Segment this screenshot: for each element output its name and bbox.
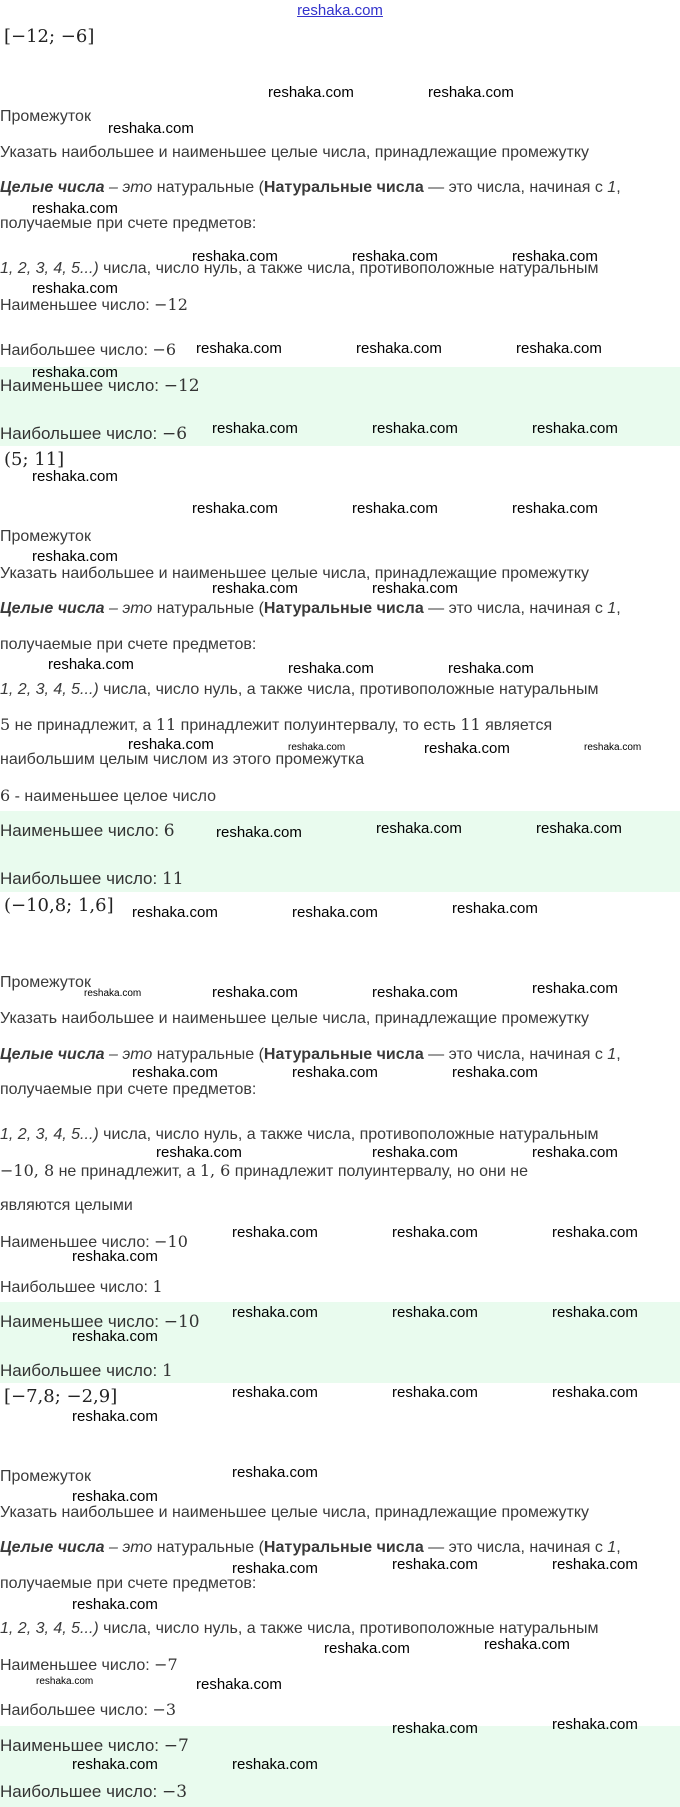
watermark: reshaka.com [352,248,438,265]
watermark: reshaka.com [448,660,534,677]
definition-line-3 [0,681,599,699]
min-value: −7 [163,1736,189,1756]
promezhutok-label: Промежуток [0,974,91,991]
watermark: reshaka.com [392,1384,478,1401]
min-label: Наименьшее число: [0,1657,155,1674]
definition-line-1 [0,179,621,197]
note-math: 5 [0,715,11,734]
max-line [0,340,176,360]
definition-line-2: получаемые при счете предметов: [0,1081,257,1098]
max-label: Наибольшее число: [0,1702,153,1719]
def-text: натуральные ( [152,600,264,617]
def-natural: Натуральные числа [263,1539,424,1556]
watermark: reshaka.com [232,1464,318,1481]
watermark: reshaka.com [268,84,354,101]
max-value: −6 [152,340,177,359]
watermark: reshaka.com [32,548,118,565]
watermark: reshaka.com [72,1488,158,1505]
note-line-3 [0,786,216,806]
min-label: Наименьшее число: [0,1234,155,1251]
def-text: натуральные ( [152,1539,264,1556]
watermark: reshaka.com [376,820,462,837]
def-text: — это числа, начиная с [423,1046,608,1063]
note-line-1 [0,715,552,735]
max-label: Наибольшее число: [0,1279,153,1296]
watermark: reshaka.com [552,1304,638,1321]
watermark: reshaka.com [232,1224,318,1241]
task-text: Указать наибольшее и наименьшее целые числа, принадлежащие промежутку [0,565,590,582]
watermark: reshaka.com [392,1304,478,1321]
definition-line-3 [0,1126,599,1144]
def-eto: – это [104,179,153,196]
note-text: является [480,717,553,734]
watermark: reshaka.com [72,1596,158,1613]
watermark: reshaka.com [72,1408,158,1425]
watermark: reshaka.com [72,1756,158,1773]
watermark: reshaka.com [32,200,118,217]
watermark: reshaka.com [532,420,618,437]
promezhutok-label: Промежуток [0,528,91,545]
watermark: reshaka.com [552,1716,638,1733]
note-math: 11 [460,715,481,734]
max-label: Наибольшее число: [0,1361,162,1380]
min-label: Наименьшее число: [0,1312,164,1331]
watermark: reshaka.com [356,340,442,357]
def-text: , [616,600,621,617]
watermark: reshaka.com [232,1560,318,1577]
min-label: Наименьшее число: [0,376,164,395]
max-value: −3 [152,1700,177,1719]
max-line [0,1277,163,1297]
def-natural: Натуральные числа [263,179,424,196]
def-numbers: 1, 2, 3, 4, 5...) [0,1126,99,1143]
interval-4: [−7,8; −2,9] [4,1386,118,1407]
min-value: 6 [163,821,175,841]
def-text: , [616,1539,621,1556]
watermark: reshaka.com [84,988,142,999]
watermark: reshaka.com [216,824,302,841]
answer-max [0,1361,173,1381]
min-value: −12 [154,295,188,314]
max-value: 1 [161,1361,173,1381]
def-natural: Натуральные числа [263,600,424,617]
watermark: reshaka.com [212,984,298,1001]
min-value: −7 [154,1655,178,1674]
watermark: reshaka.com [232,1384,318,1401]
max-value: 1 [152,1277,163,1296]
task-text: Указать наибольшее и наименьшее целые числа, принадлежащие промежутку [0,144,590,161]
watermark: reshaka.com [372,984,458,1001]
watermark: reshaka.com [532,1144,618,1161]
def-term: Целые числа [0,600,105,617]
watermark: reshaka.com [36,1676,94,1687]
note-math: −10, 8 [0,1161,55,1180]
watermark: reshaka.com [32,280,118,297]
watermark: reshaka.com [292,904,378,921]
watermark: reshaka.com [452,900,538,917]
def-term: Целые числа [0,1539,105,1556]
note-math: 6 [0,786,11,805]
watermark: reshaka.com [372,580,458,597]
def-term: Целые числа [0,179,105,196]
def-numbers: 1, 2, 3, 4, 5...) [0,260,99,277]
watermark: reshaka.com [584,742,642,753]
watermark: reshaka.com [324,1640,410,1657]
def-eto: – это [104,1539,153,1556]
note-text: принадлежит полуинтервалу, то есть [176,717,461,734]
def-eto: – это [104,1046,153,1063]
watermark: reshaka.com [72,1328,158,1345]
max-value: 11 [161,869,184,889]
watermark: reshaka.com [32,468,118,485]
promezhutok-label: Промежуток [0,1468,91,1485]
watermark: reshaka.com [108,120,194,137]
definition-line-2: получаемые при счете предметов: [0,1575,257,1592]
def-text: натуральные ( [152,1046,264,1063]
note-text: принадлежит полуинтервалу, но они не [230,1163,528,1180]
definition-line-1 [0,1539,621,1557]
watermark: reshaka.com [512,248,598,265]
def-one: 1 [607,1046,617,1063]
watermark: reshaka.com [372,420,458,437]
max-value: −6 [161,424,188,444]
def-one: 1 [607,600,617,617]
max-label: Наибольшее число: [0,342,153,359]
note-math: 1, 6 [199,1161,231,1180]
watermark: reshaka.com [132,1064,218,1081]
max-value: −3 [161,1782,188,1802]
max-label: Наибольшее число: [0,1782,162,1801]
min-value: −10 [163,1312,200,1332]
def-text: натуральные ( [152,179,264,196]
def-natural: Натуральные числа [263,1046,424,1063]
watermark: reshaka.com [512,500,598,517]
watermark: reshaka.com [288,660,374,677]
def-text: , [616,179,621,196]
watermark: reshaka.com [552,1556,638,1573]
watermark: reshaka.com [516,340,602,357]
answer-max [0,1782,187,1802]
watermark: reshaka.com [484,1636,570,1653]
def-text: — это числа, начиная с [423,1539,608,1556]
watermark: reshaka.com [392,1224,478,1241]
watermark: reshaka.com [48,656,134,673]
watermark: reshaka.com [552,1384,638,1401]
note-line-1 [0,1161,528,1181]
min-label: Наименьшее число: [0,1736,164,1755]
note-text: не принадлежит, а [10,717,156,734]
watermark: reshaka.com [32,364,118,381]
min-line [0,295,188,315]
interval-2: (5; 11] [4,449,65,470]
max-line [0,1700,176,1720]
def-one: 1 [607,179,617,196]
definition-line-1 [0,600,621,618]
min-line [0,1655,178,1675]
def-text: числа, число нуль, а также числа, противоположные натуральным [98,1620,599,1637]
answer-max [0,869,184,889]
definition-line-2: получаемые при счете предметов: [0,215,257,232]
watermark: reshaka.com [196,1676,282,1693]
watermark: reshaka.com [552,1224,638,1241]
answer-min [0,1736,189,1756]
note-text: не принадлежит, а [54,1163,200,1180]
note-line-2: являются целыми [0,1197,133,1214]
answer-min [0,821,175,841]
definition-line-3 [0,260,599,278]
max-label: Наибольшее число: [0,424,162,443]
watermark: reshaka.com [392,1556,478,1573]
note-text: - наименьшее целое число [10,788,217,805]
watermark: reshaka.com [372,1144,458,1161]
watermark: reshaka.com [352,500,438,517]
watermark: reshaka.com [452,1064,538,1081]
watermark: reshaka.com [392,1720,478,1737]
def-term: Целые числа [0,1046,105,1063]
watermark: reshaka.com [72,1248,158,1265]
watermark: reshaka.com [536,820,622,837]
watermark: reshaka.com [292,1064,378,1081]
min-value: −12 [163,376,200,396]
def-eto: – это [104,600,153,617]
note-line-2: наибольшим целым числом из этого промежутка [0,751,365,768]
interval-1: [−12; −6] [4,26,95,47]
min-value: −10 [154,1232,188,1251]
watermark: reshaka.com [132,904,218,921]
watermark: reshaka.com [424,740,510,757]
def-text: числа, число нуль, а также числа, противоположные натуральным [98,1126,599,1143]
def-numbers: 1, 2, 3, 4, 5...) [0,681,99,698]
def-text: числа, число нуль, а также числа, противоположные натуральным [98,260,599,277]
definition-line-2: получаемые при счете предметов: [0,636,257,653]
answer-max [0,424,187,444]
watermark: reshaka.com [192,500,278,517]
def-text: — это числа, начиная с [423,600,608,617]
watermark: reshaka.com [192,248,278,265]
watermark: reshaka.com [232,1756,318,1773]
watermark: reshaka.com [156,1144,242,1161]
def-numbers: 1, 2, 3, 4, 5...) [0,1620,99,1637]
min-label: Наименьшее число: [0,297,155,314]
promezhutok-label: Промежуток [0,108,91,125]
watermark: reshaka.com [288,742,346,753]
site-header-link[interactable]: reshaka.com [297,2,383,19]
watermark: reshaka.com [428,84,514,101]
definition-line-1 [0,1046,621,1064]
watermark: reshaka.com [196,340,282,357]
watermark: reshaka.com [128,736,214,753]
watermark: reshaka.com [212,580,298,597]
def-text: числа, число нуль, а также числа, противоположные натуральным [98,681,599,698]
watermark: reshaka.com [232,1304,318,1321]
watermark: reshaka.com [212,420,298,437]
def-text: , [616,1046,621,1063]
interval-3: (−10,8; 1,6] [4,895,114,916]
def-one: 1 [607,1539,617,1556]
watermark: reshaka.com [532,980,618,997]
note-math: 11 [155,715,177,734]
def-text: — это числа, начиная с [423,179,608,196]
task-text: Указать наибольшее и наименьшее целые числа, принадлежащие промежутку [0,1504,590,1521]
max-label: Наибольшее число: [0,869,162,888]
min-label: Наименьшее число: [0,821,164,840]
task-text: Указать наибольшее и наименьшее целые числа, принадлежащие промежутку [0,1010,590,1027]
